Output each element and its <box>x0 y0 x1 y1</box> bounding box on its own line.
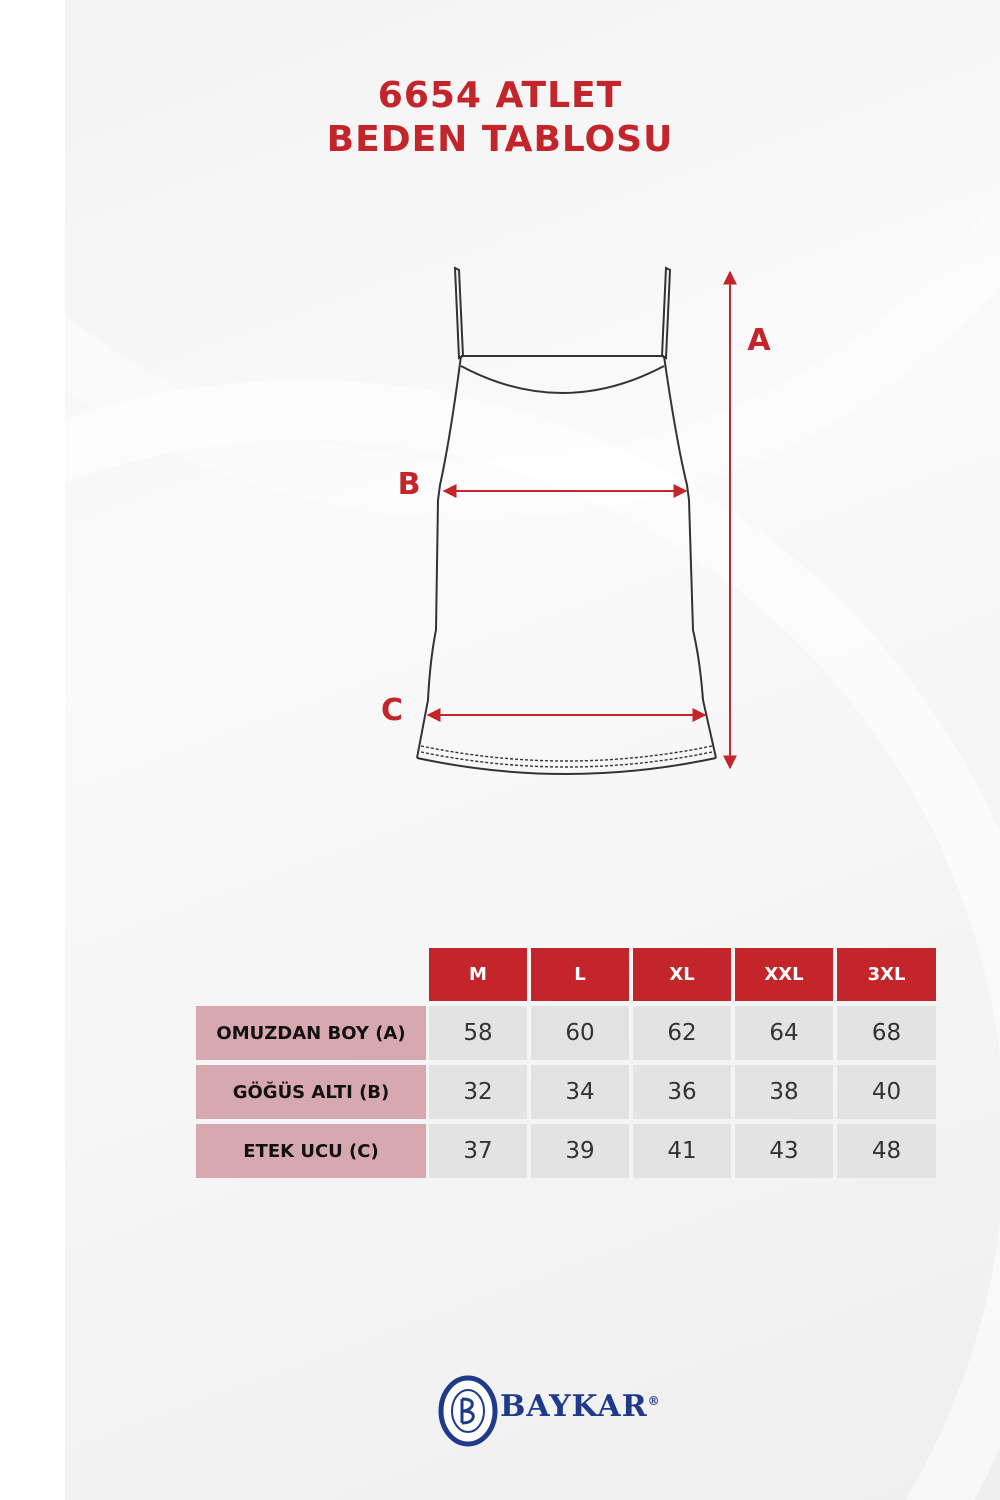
title-line-2: BEDEN TABLOSU <box>326 119 674 160</box>
table-cell: 32 <box>429 1065 527 1119</box>
table-cell: 38 <box>735 1065 833 1119</box>
table-cell: 36 <box>633 1065 731 1119</box>
table-cell: 58 <box>429 1006 527 1060</box>
table-cell: 43 <box>735 1124 833 1178</box>
size-table <box>196 948 936 1180</box>
brand-emblem-icon <box>438 1375 498 1447</box>
row-label-c: ETEK UCU (C) <box>196 1124 426 1178</box>
row-label-a: OMUZDAN BOY (A) <box>196 1006 426 1060</box>
table-cell: 48 <box>837 1124 936 1178</box>
label-c: C <box>380 693 404 728</box>
table-cell: 68 <box>837 1006 936 1060</box>
table-cell: 64 <box>735 1006 833 1060</box>
table-cell: 37 <box>429 1124 527 1178</box>
size-header-xl: XL <box>633 948 731 1001</box>
table-cell: 39 <box>531 1124 629 1178</box>
size-header-3xl: 3XL <box>837 948 936 1001</box>
size-header-xxl: XXL <box>735 948 833 1001</box>
label-a: A <box>747 323 771 358</box>
label-b: B <box>397 467 421 502</box>
table-cell: 60 <box>531 1006 629 1060</box>
brand-name: BAYKAR® <box>500 1389 661 1424</box>
title-line-1: 6654 ATLET <box>377 75 623 116</box>
garment-outline <box>417 268 716 774</box>
size-header-m: M <box>429 948 527 1001</box>
table-cell: 41 <box>633 1124 731 1178</box>
row-label-b: GÖĞÜS ALTI (B) <box>196 1065 426 1119</box>
measure-arrows <box>428 272 730 768</box>
brand-logo <box>438 1375 698 1447</box>
table-cell: 40 <box>837 1065 936 1119</box>
table-cell: 34 <box>531 1065 629 1119</box>
table-cell: 62 <box>633 1006 731 1060</box>
size-header-l: L <box>531 948 629 1001</box>
